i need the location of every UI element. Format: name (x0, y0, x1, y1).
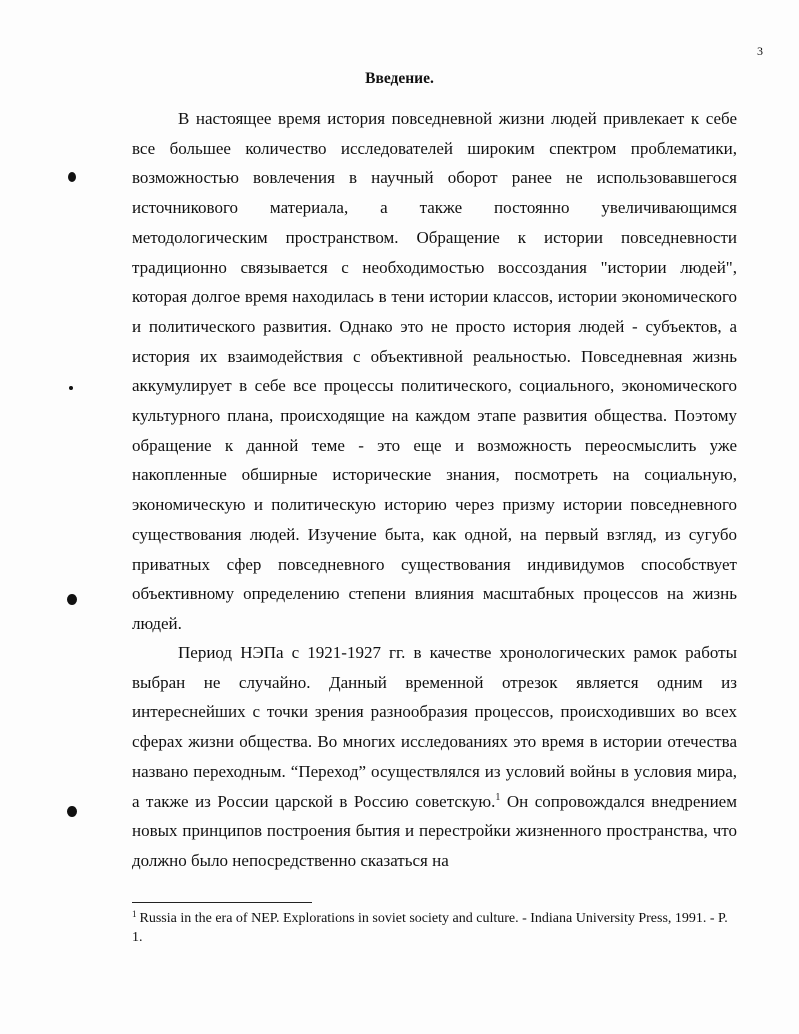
footnote-text: Russia in the era of NEP. Explorations in soviet society and culture. - Indiana University Press, 1991. - P. 1. (132, 911, 728, 945)
page-title: Введение. (365, 70, 434, 87)
binder-hole-mark-4 (67, 806, 77, 817)
paragraph-text: Период НЭПа с 1921-1927 гг. в качестве хронологических рамок работы выбран не случайно. Данный временной отрезок является одним из интереснейших с точки зрения разнообразия процессов, происходивших во всех сферах жизни общества. Во многих исследованиях это время в истории отечества названо переходным. “Переход” осуществлялся из условий войны в условия мира, а также из России царской в Россию советскую. (132, 643, 737, 811)
footnote (132, 909, 737, 947)
paragraph-nep-period (132, 638, 737, 876)
footnote-divider (132, 902, 312, 903)
paragraph-intro (132, 104, 737, 639)
footnote-reference[interactable]: 1 (495, 791, 501, 803)
binder-hole-mark-3 (67, 594, 77, 605)
binder-hole-mark-1 (68, 172, 76, 182)
paragraph-text: В настоящее время история повседневной жизни людей привлекает к себе все большее количество исследователей широким спектром проблематики, возможностью вовлечения в научный оборот ранее не использовавшегося источникового материала, а также постоянно увеличивающимся методологическим пространством. Обращение к истории повседневности традиционно связывается с необходимостью воссоздания "истории людей", которая долгое время находилась в тени истории классов, истории экономического и политического развития. Однако это не просто история людей - субъектов, а история их взаимодействия с объективной реальностью. Повседневная жизнь аккумулирует в себе все процессы политического, социального, экономического культурного плана, происходящие на каждом этапе развития общества. Поэтому обращение к данной теме - это еще и возможность переосмыслить уже накопленные обширные исторические знания, посмотреть на социальную, экономическую и политическую историю через призму истории повседневного существования людей. Изучение быта, как одной, на первый взгляд, из сугубо приватных сфер повседневного существования индивидумов способствует объективному определению степени влияния масштабных процессов на жизнь людей. (132, 109, 737, 633)
paragraph-text-continued: Он сопровождался внедрением новых принципов построения бытия и перестройки жизненного пространства, что должно было непосредственно сказаться на (132, 791, 737, 870)
page-number: 3 (757, 44, 763, 58)
footnote-marker: 1 (132, 909, 137, 919)
binder-hole-mark-2 (69, 386, 73, 390)
